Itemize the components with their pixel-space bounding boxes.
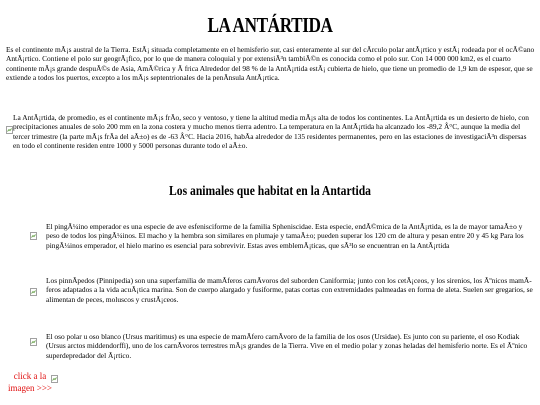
section-title: Los animales que habitat en la Antartida xyxy=(169,183,371,198)
click-image-link[interactable]: click a la imagen >>> xyxy=(8,371,52,393)
climate-paragraph: La AntÃ¡rtida, de promedio, es el continente mÃ¡s frÃo, seco y ventoso, y tiene la altitud media mÃ¡s alta de todos los continentes. La AntÃ¡rtida es un desierto de hielo, con precipitaciones anuales de solo 200 mm en la zona costera y mucho menos tierra adentro. La temperatura en la AntÃ¡rtida ha alcanzado los -89,2 Â°C, aunque la media del tercer trimestre (la parte mÃ¡s frÃa del aÃ±o) es de -63 Â°C. Hacia 2016, habÃa alrededor de 135 residentes permanentes, pero en las estaciones de investigaciÃ³n dispersas en todo el continente residen entre 1000 y 5000 personas durante todo el aÃ±o. xyxy=(13,113,529,151)
intro-paragraph: Es el continente mÃ¡s austral de la Tierra. EstÃ¡ situada completamente en el hemisferio sur, casi enteramente al sur del cÃrculo polar antÃ¡rtico y estÃ¡ rodeada por el ocÃ©ano AntÃ¡rtico. Contiene el polo sur geogrÃ¡fico, por lo que de manera coloquial y por extensiÃ³n tambiÃ©n es conocida como el polo sur. Con 14 000 000 km2, es el cuarto continente mÃ¡s grande despuÃ©s de Asia, AmÃ©rica y Ã frica Alrededor del 98 % de la AntÃ¡rtida estÃ¡ cubierta de hielo, que tiene un promedio de 1,9 km de espesor, que se extiende a todos los puertos, excepto a los mÃ¡s septentrionales de la penÃnsula AntÃ¡rtica. xyxy=(6,45,535,83)
penguin-paragraph: El pingÃ¼ino emperador es una especie de ave esfenisciforme de la familia Spheniscidae. Esta especie, endÃ©mica de la AntÃ¡rtida, es la de mayor tamaÃ±o y peso de todos los pingÃ¼inos. El macho y la hembra son similares en plumaje y tamaÃ±o; pueden superar los 120 cm de altura y pesan entre 20 y 45 kg Para los pingÃ¼inos emperador, el hielo marino es esencial para sobrevivir. Estas aves emblemÃ¡ticas, que sÃ³lo se encuentran en la AntÃ¡rtida xyxy=(46,222,524,250)
pinnipeds-paragraph: Los pinnÃpedos (Pinnipedia) son una superfamilia de mamÃferos carnÃvoros del suborden Caniformia; junto con los cetÃ¡ceos, y los sirenios, los Ãºnicos mamÃferos adaptados a la vida acuÃ¡tica marina. Son de cuerpo alargado y fusiforme, patas cortas con extremidades palmeadas en forma de aleta. Suelen ser gregarios, se alimentan de peces, moluscos y crustÃ¡ceos. xyxy=(46,276,533,304)
broken-image-icon[interactable] xyxy=(6,126,13,134)
penguin-image-icon[interactable] xyxy=(30,232,37,240)
page-title: LA ANTÁRTIDA xyxy=(207,13,333,37)
seal-image-icon[interactable] xyxy=(30,288,37,296)
polar-bear-image-icon[interactable] xyxy=(30,338,37,346)
polar-bear-paragraph: El oso polar u oso blanco (Ursus maritimus) es una especie de mamÃfero carnÃvoro de la familia de los osos (Ursidae). Es junto con su pariente, el oso Kodiak (Ursus arctos middendorffi), uno de los carnÃvoros terrestres mÃ¡s grandes de la Tierra. Vive en el medio polar y zonas heladas del hemisferio norte. Es el Ãºnico superdepredador del Ã¡rtico. xyxy=(46,332,528,360)
link-image-icon[interactable] xyxy=(51,375,58,383)
